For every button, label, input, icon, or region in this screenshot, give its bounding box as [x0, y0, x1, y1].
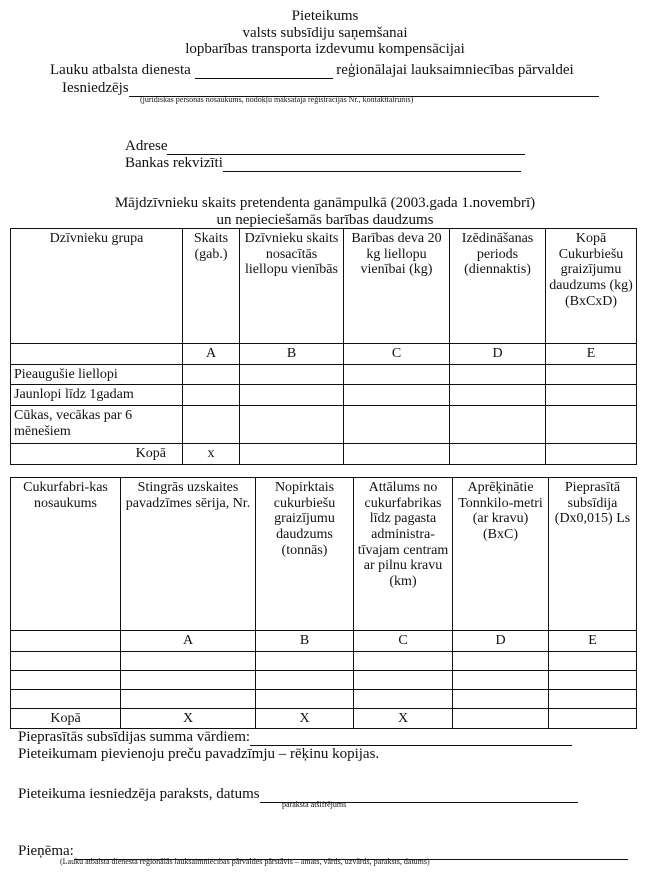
- table1-letter-d: D: [450, 344, 546, 365]
- table-cell[interactable]: [256, 689, 354, 708]
- table-cell[interactable]: [354, 651, 453, 670]
- table-cell[interactable]: [256, 670, 354, 689]
- table1-total-row: [11, 444, 637, 465]
- bank-blank[interactable]: [223, 158, 521, 172]
- table-row: [11, 689, 637, 708]
- table-cell[interactable]: [549, 689, 637, 708]
- bank-label: Bankas rekvizīti: [125, 155, 223, 171]
- table-cell[interactable]: [344, 364, 450, 385]
- table-row: [11, 385, 637, 406]
- total-b: X: [256, 708, 354, 729]
- table2-header-invoice: Stingrās uzskaites pavadzīmes sērija, Nr.: [121, 478, 256, 631]
- address-blank[interactable]: [167, 141, 525, 155]
- table1-letter-row: [11, 344, 637, 365]
- table-cell[interactable]: [240, 385, 344, 406]
- table1-letter-e: E: [546, 344, 637, 365]
- table1-letter-a: A: [183, 344, 240, 365]
- table-cell[interactable]: [344, 444, 450, 465]
- table-cell[interactable]: [121, 689, 256, 708]
- table1-header-group: Dzīvnieku grupa: [11, 229, 183, 344]
- total-a: X: [121, 708, 256, 729]
- table-cell[interactable]: [354, 689, 453, 708]
- row-label: Cūkas, vecākas par 6 mēnešiem: [11, 406, 183, 444]
- document-title: Pieteikums: [291, 8, 359, 24]
- table1-letter-c: C: [344, 344, 450, 365]
- table-cell[interactable]: [546, 444, 637, 465]
- sum-words-line: [18, 729, 572, 746]
- table-cell[interactable]: [453, 651, 549, 670]
- table2-letter-row: [11, 631, 637, 652]
- table-row: [11, 406, 637, 444]
- table1-letter-b: B: [240, 344, 344, 365]
- table-cell[interactable]: [11, 689, 121, 708]
- table1-header-row: [11, 229, 637, 344]
- table1-header-ration: Barības deva 20 kg liellopu vienībai (kg): [344, 229, 450, 344]
- table-cell[interactable]: [183, 406, 240, 444]
- total-c: X: [354, 708, 453, 729]
- sugar-factory-table: [10, 477, 637, 729]
- table2-letter-e: E: [549, 631, 637, 652]
- table2-total-row: [11, 708, 637, 729]
- signature-hint: paraksta atšifrējums: [282, 800, 347, 809]
- total-count: x: [183, 444, 240, 465]
- address-label: Adrese: [125, 138, 168, 154]
- table-cell[interactable]: [121, 651, 256, 670]
- table-cell[interactable]: [549, 708, 637, 729]
- regional-office-label-left: Lauku atbalsta dienesta: [50, 62, 191, 78]
- table-cell[interactable]: [450, 364, 546, 385]
- table-cell[interactable]: [354, 670, 453, 689]
- table-cell[interactable]: [11, 651, 121, 670]
- table1-header-units: Dzīvnieku skaits nosacītās liellopu vienībās: [240, 229, 344, 344]
- table-cell[interactable]: [240, 364, 344, 385]
- total-label: Kopā: [11, 708, 121, 729]
- sum-words-blank[interactable]: [250, 732, 572, 746]
- header-line-3: lopbarības transporta izdevumu kompensācijai: [185, 41, 465, 57]
- table1-header-period: Izēdināšanas periods (diennaktis): [450, 229, 546, 344]
- table-cell[interactable]: [546, 364, 637, 385]
- table1-letter-blank: [11, 344, 183, 365]
- regional-office-line: [50, 62, 640, 79]
- table-cell[interactable]: [546, 406, 637, 444]
- attached-text: Pieteikumam pievienoju preču pavadzīmju – rēķinu kopijas.: [18, 746, 380, 762]
- table-cell[interactable]: [453, 689, 549, 708]
- table2-letter-b: B: [256, 631, 354, 652]
- table-row: [11, 364, 637, 385]
- accepted-hint: (Lauku atbalsta dienesta reģionālās lauksaimniecības pārvaldes pārstāvis – amats, vārds, uzvārds, paraksts, datums): [60, 857, 430, 866]
- signature-label: Pieteikuma iesniedzēja paraksts, datums: [18, 786, 260, 802]
- sum-words-label: Pieprasītās subsīdijas summa vārdiem:: [18, 729, 251, 745]
- table-cell[interactable]: [344, 406, 450, 444]
- table2-letter-c: C: [354, 631, 453, 652]
- table1-caption-line-2: un nepieciešamās barības daudzums: [216, 211, 434, 228]
- table-cell[interactable]: [183, 385, 240, 406]
- table2-header-amount: Nopirktais cukurbiešu graizījumu daudzums (tonnās): [256, 478, 354, 631]
- table2-header-distance: Attālums no cukurfabrikas līdz pagasta administra-tīvajam centram ar pilnu kravu (km): [354, 478, 453, 631]
- table-cell[interactable]: [546, 385, 637, 406]
- table-cell[interactable]: [256, 651, 354, 670]
- table-cell[interactable]: [453, 670, 549, 689]
- table-cell[interactable]: [183, 364, 240, 385]
- table-cell[interactable]: [450, 406, 546, 444]
- table2-header-row: [11, 478, 637, 631]
- accepted-label: Pieņēma:: [18, 843, 74, 859]
- table-cell[interactable]: [549, 651, 637, 670]
- table2-letter-blank: [11, 631, 121, 652]
- table1-header-count: Skaits (gab.): [183, 229, 240, 344]
- table-cell[interactable]: [453, 708, 549, 729]
- applicant-hint: (juridiskās personas nosaukums, nodokļu maksātāja reģistrācijas Nr., kontakttālrunis): [140, 95, 414, 104]
- table-cell[interactable]: [450, 444, 546, 465]
- document-header: [0, 8, 650, 58]
- table2-header-factory: Cukurfabri-kas nosaukums: [11, 478, 121, 631]
- table-cell[interactable]: [549, 670, 637, 689]
- table-cell[interactable]: [450, 385, 546, 406]
- header-line-2: valsts subsīdiju saņemšanai: [242, 24, 408, 41]
- regional-office-blank[interactable]: [195, 65, 333, 79]
- table2-letter-a: A: [121, 631, 256, 652]
- applicant-label: Iesniedzējs: [62, 80, 129, 96]
- table-cell[interactable]: [11, 670, 121, 689]
- table-cell[interactable]: [240, 406, 344, 444]
- row-label: Pieaugušie liellopi: [11, 364, 183, 385]
- table-row: [11, 670, 637, 689]
- table-cell[interactable]: [240, 444, 344, 465]
- address-line: [125, 138, 525, 155]
- table1-caption-line-1: Mājdzīvnieku skaits pretendenta ganāmpulkā (2003.gada 1.novembrī): [114, 195, 536, 211]
- table2-header-tonkm: Aprēķinātie Tonnkilo-metri (ar kravu) (BxC): [453, 478, 549, 631]
- table2-header-subsidy: Pieprasītā subsīdija (Dx0,015) Ls: [549, 478, 637, 631]
- table2-letter-d: D: [453, 631, 549, 652]
- row-label: Jaunlopi līdz 1gadam: [11, 385, 183, 406]
- table-cell[interactable]: [121, 670, 256, 689]
- table-row: [11, 651, 637, 670]
- total-label: Kopā: [11, 444, 183, 465]
- table-cell[interactable]: [344, 385, 450, 406]
- bank-line: [125, 155, 521, 172]
- livestock-table: [10, 228, 637, 465]
- table1-caption: [0, 195, 650, 228]
- table1-header-total: Kopā Cukurbiešu graizījumu daudzums (kg) (BxCxD): [546, 229, 637, 344]
- regional-office-label-right: reģionālajai lauksaimniecības pārvaldei: [336, 62, 574, 78]
